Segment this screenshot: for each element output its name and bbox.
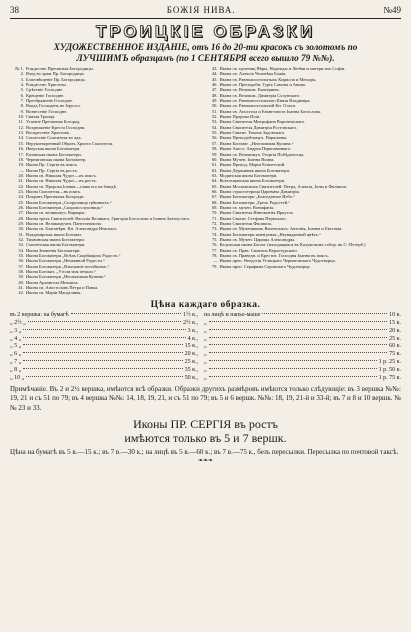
item-title: Казанская икона Богоматери.	[26, 151, 82, 157]
item-number: 14.	[18, 135, 24, 141]
item-number: 57.	[211, 140, 218, 146]
material-label: „	[204, 351, 207, 358]
item-number: 50.	[211, 103, 218, 109]
item-title: Икона трехъ Святителей: Василія Великаго, Григорія Богослова и Іоанна Златоустаго.	[26, 215, 191, 221]
main-title: ТРОИЦКІЕ ОБРАЗКИ	[95, 22, 316, 41]
leader-dots	[209, 368, 377, 369]
item-title: Воздвиженіе Креста Господня.	[26, 124, 86, 130]
item-number: 70.	[211, 210, 218, 216]
item-number: 54.	[211, 124, 218, 130]
leader-dots	[209, 329, 387, 330]
item-number: 56.	[211, 135, 218, 141]
item-title: Успеніе Пресвятыя Богород.	[26, 119, 81, 125]
item-title: Черниговская икона Богоматер.	[26, 156, 87, 162]
item-number: 55.	[211, 130, 218, 136]
item-number: 23.	[18, 188, 24, 194]
item-number: 21.	[18, 178, 24, 184]
item-number: 29.	[18, 220, 24, 226]
item-number: 10.	[18, 114, 24, 120]
tin-price: 10 к.	[389, 311, 401, 318]
item-number: 44.	[211, 71, 218, 77]
item-title: Икона св. Великом. Димитрія Солунскаго.	[219, 92, 301, 98]
item-title: Благовѣщеніе Пр. Богородицы.	[26, 76, 86, 82]
price-section-title	[10, 299, 401, 311]
icon-list-right-column	[208, 66, 402, 296]
item-title: Икона св. Равноапостольныхъ Кирилла и Меѳодія.	[219, 76, 317, 82]
leader-dots	[71, 313, 181, 314]
item-number: 59.	[211, 151, 218, 157]
tin-price: 1 р. 25 к.	[378, 359, 401, 366]
icon-list	[10, 66, 401, 296]
item-number: 26.	[18, 204, 24, 210]
leader-dots	[209, 321, 387, 322]
item-title: Икона св. Преподобн. Гурія Самона и Авива.	[219, 82, 306, 88]
item-number: 4.	[20, 82, 24, 88]
material-label: „	[204, 359, 207, 366]
item-number: 63.	[211, 172, 218, 178]
item-title: Входъ Господень во Іерусал.	[26, 103, 81, 109]
item-title: Икона Препод. Маріи Египетской.	[219, 162, 286, 168]
item-number: 41.	[18, 285, 24, 291]
price-row	[10, 375, 401, 383]
item-number: 67.	[211, 194, 218, 200]
item-number: 62.	[211, 167, 218, 173]
size-label: въ 2 вершка: на бумагѣ	[10, 311, 69, 318]
item-number: 11.	[18, 119, 24, 125]
icon-list-left-column	[10, 66, 204, 296]
item-number: 42.	[18, 290, 24, 296]
item-title: Икона Знаменія Богоматери.	[26, 247, 81, 253]
item-number: 7.	[20, 98, 24, 104]
item-number: 30.	[18, 226, 24, 232]
item-number: 17.	[18, 151, 24, 157]
item-title: Икона св. мучениц Вѣры, Надежды и Любви и матери ихъ Софіи.	[219, 66, 346, 71]
item-title: Икона св. Прав. Симеона Верхотурскаго.	[219, 247, 298, 253]
leader-dots	[209, 352, 387, 353]
item-number: 53.	[211, 119, 218, 125]
item-number: 48.	[211, 92, 218, 98]
item-title: Тихвинская икона Богоматери.	[26, 237, 85, 242]
item-number: 18.	[18, 156, 24, 162]
leader-dots	[209, 337, 387, 338]
page-header	[10, 5, 401, 16]
leader-dots	[23, 329, 185, 330]
item-number: 36.	[18, 258, 24, 264]
item-title: Икона св. Равноапостольнаго Князя Владиміра.	[219, 98, 311, 104]
item-number: 2.	[20, 71, 24, 77]
tin-price: 75 к.	[389, 351, 401, 358]
item-title: Рождество Пресвятыя Богородицы.	[26, 66, 94, 71]
material-label: „	[204, 343, 207, 350]
item-number: 60.	[211, 156, 218, 162]
subtitle-line-1: ХУДОЖЕСТВЕННОЕ ИЗДАНІЕ, отъ 16 до 20-ти красокъ съ золотомъ по	[53, 42, 358, 52]
item-title: Икона св. Алексія Человѣка Божія.	[219, 71, 287, 77]
item-number: 65.	[211, 183, 218, 189]
journal-name: БОЖІЯ НИВА.	[166, 5, 236, 15]
item-number: 40.	[18, 279, 24, 285]
item-title: Икона св. Николая Чудот.—въ поясъ.	[26, 172, 97, 178]
item-title: Смоленская икона Богоматери.	[26, 242, 86, 248]
item-title: Икона Святителя Димитрія Ростовскаго.	[219, 124, 298, 130]
leader-dots	[23, 368, 182, 369]
paper-price: 15 к.,	[184, 343, 198, 350]
closing-ornament: ❧❧❧	[197, 458, 214, 465]
item-number: 47.	[211, 87, 218, 93]
leader-dots	[23, 352, 182, 353]
leader-dots	[26, 376, 182, 377]
size-label: „ 5 „	[10, 343, 22, 350]
item-number: 34.	[18, 247, 24, 253]
leader-dots	[209, 344, 387, 345]
item-number: 35.	[18, 253, 24, 259]
sergius-heading: Иконы ПР. СЕРГІЯ въ ростъ	[133, 416, 278, 431]
price-row	[10, 367, 401, 375]
tin-price: 15 к.	[389, 319, 401, 326]
price-row	[10, 328, 401, 336]
item-number: 3.	[20, 76, 24, 82]
page-number: 38	[10, 5, 19, 15]
size-label: „ 10 „	[10, 375, 25, 382]
price-title-text: Цѣна каждаго образка.	[150, 299, 261, 310]
item-number: 38.	[18, 269, 24, 275]
price-row	[10, 351, 401, 359]
subtitle-line-2: ЛУЧШИМЪ образцамъ (по 1 СЕНТЯБРЯ всего вышло 79 №№).	[76, 53, 335, 63]
item-number: 5.	[20, 87, 24, 93]
item-title: Икона св. Великомуч. Георгія Побѣдоносца.	[219, 151, 305, 157]
material-label: „	[204, 327, 207, 334]
leader-dots	[23, 337, 185, 338]
leader-dots	[209, 360, 377, 361]
footnote: Примѣчаніе. Въ 2 и 2½ вершка, имѣются всѣ образки. Образки другихъ размѣровъ имѣются только слѣдующіе: въ 3 вершка №№: 19, 21 и съ 51 по 79; въ 4 вершка №№: 14, 18, 19, 21, и съ 51 по 79; въ 5 и 6 вершк. №№: 18, 19, 21-й и 33-й; въ 7 и 8 и 10 вершк. №№ 23 и 33.	[10, 384, 401, 412]
item-number: 25.	[18, 199, 24, 205]
list-item	[10, 290, 204, 295]
item-title: Икона Святит. Стефана Пермскаго.	[219, 215, 287, 221]
item-title: Икона Мучен. Іоанна Воина.	[219, 156, 275, 162]
item-number: 12.	[18, 124, 24, 130]
material-label: „	[204, 319, 207, 326]
item-number: 74.	[211, 231, 218, 237]
item-title: Икона Богоматери „Неопалимая Купина.“	[26, 274, 107, 280]
item-title: Икона Державная икона Богоматери.	[219, 167, 291, 173]
item-title: Икона св. Маріи Магдалины.	[26, 290, 82, 296]
item-title: Рождество Христово.	[26, 82, 68, 88]
item-title: Икона св. Мученикомъ Виленскихъ: Антонія, Іоанна и Евстаѳія.	[219, 226, 343, 232]
item-title: Иверская икона Богоматери.	[26, 146, 81, 152]
size-label: „ 7 „	[10, 359, 22, 366]
tin-price: 60 к.	[389, 343, 401, 350]
item-number: 71.	[211, 215, 218, 221]
paper-price: 4 к.,	[187, 335, 198, 342]
item-title: Калужская икона Богом. (находящаяся въ Калужскомъ собор. въ С.-Петерб.)	[219, 242, 366, 248]
item-title: Икона преп. Ѳеодосія Углицкаго Черниговскаго Чудотворца.	[219, 258, 336, 264]
item-number: 6.	[20, 92, 24, 98]
item-title: Икона св. Пророка Іоанна—глава его на блюдѣ.	[26, 183, 118, 189]
item-title: Икона св. Благовѣрн. Кн. Александра Невскаго.	[26, 226, 118, 232]
material-label: на лицѣ и папье-маше	[204, 311, 261, 318]
item-title: Икона Святит. Тихона Задонскаго.	[219, 130, 286, 136]
tin-price: 20 к.	[389, 327, 401, 334]
item-number: 8.	[20, 103, 24, 109]
item-number: —	[19, 167, 24, 173]
item-number: 52.	[211, 114, 218, 120]
tin-price: 1 р. 50 к.	[378, 367, 401, 374]
price-row	[10, 343, 401, 351]
item-title: Икона Пр. Сергія въ ростъ.	[26, 167, 78, 173]
price-row	[10, 312, 401, 320]
sergius-price-note: Цѣна на бумагѣ въ 5 в.—15 к.; въ 7 в.—30 к.; на лицѣ въ 5 в.—60 к.; въ 7 в.—75 к., безъ пересылки. Пересылка по почтовой таксѣ.	[10, 447, 399, 456]
tin-price: 25 к.	[389, 335, 401, 342]
item-number: 78.	[211, 253, 218, 259]
item-title: Икона Московскихъ Святителей: Петра, Алексія, Іоны и Филиппа.	[219, 183, 347, 189]
leader-dots	[23, 344, 182, 345]
leader-dots	[209, 376, 377, 377]
item-number: 37.	[18, 263, 24, 269]
item-title: Икона Святителя Митрофана Воронежскаго.	[219, 119, 306, 125]
price-table	[10, 312, 401, 383]
tin-price: 1 р. 75 к.	[378, 375, 401, 382]
item-number: 69.	[211, 204, 218, 210]
item-number: 16.	[18, 146, 24, 152]
item-number: 61.	[211, 162, 218, 168]
paper-price: 1½ к.,	[183, 311, 198, 318]
item-number: 75.	[211, 237, 218, 242]
item-number: 33.	[18, 242, 24, 248]
item-title: Икона св. Великом. Екатерины.	[219, 87, 280, 93]
item-number: 43.	[211, 66, 218, 71]
sergius-subheading: имѣются только въ 5 и 7 вершк.	[124, 430, 287, 445]
item-number: 20.	[18, 172, 24, 178]
price-row	[10, 336, 401, 344]
item-title: Икона преп. Серафима Саровскаго Чудотворца.	[219, 263, 311, 269]
list-item	[208, 264, 402, 269]
item-title: Икона св. Великомучен. Пантелеимона.	[26, 220, 103, 226]
item-title: Икона св. Праведн. и Крестит. Господня Іоанна въ поясъ.	[219, 253, 329, 259]
item-title: Модинская икона Богоматери.	[219, 172, 278, 178]
size-label: „ 2½ „	[10, 319, 26, 326]
item-number: 58.	[211, 146, 218, 152]
issue-number: №49	[383, 5, 401, 15]
size-label: „ 4 „	[10, 335, 22, 342]
material-label: „	[204, 335, 207, 342]
paper-price: 35 к.,	[184, 367, 198, 374]
item-title: Икона Богоматери „Взысканіе погибшихъ.“	[26, 263, 110, 269]
item-title: Икона св. Николая Чудот.—въ ростъ.	[26, 178, 97, 184]
size-label: „ 8 „	[10, 367, 22, 374]
item-title: Икона Богоматери именуемая „Неувядаемый цвѣтъ.“	[219, 231, 322, 237]
item-title: Икона Святителя Филиппа.	[219, 220, 272, 226]
size-label: „ 6 „	[10, 351, 22, 358]
item-number: 9.	[20, 108, 24, 114]
item-title: Икона св. великомуч. Варвары.	[26, 210, 86, 216]
item-number: 27.	[18, 210, 24, 216]
item-title: Святая Троица.	[26, 114, 56, 120]
item-title: Икона св. Мучен. Царицы Александры.	[219, 237, 296, 242]
item-title: Икона Святителя Иннокентія Иркутск.	[219, 210, 294, 216]
material-label: „	[204, 375, 207, 382]
item-title: Икона Богоматери „Благодатное Небо.“	[219, 194, 296, 200]
item-number: 15.	[18, 140, 24, 146]
item-title: Икона Преподобномуч. Параскевы.	[219, 135, 288, 141]
item-title: Крещеніе Господне.	[26, 92, 65, 98]
paper-price: 3 к.,	[187, 327, 198, 334]
item-title: Икона св. Апостола и Евангелиста Іоанна Богослова.	[219, 108, 321, 114]
item-number: № 1.	[15, 66, 24, 71]
item-title: Нерукотворенный Образъ Христа Спасителя.	[26, 140, 113, 146]
item-title: Срѣтеніе Господне.	[26, 87, 64, 93]
item-title: Сошествіе Спасителя во адъ.	[26, 135, 82, 141]
paper-price: 50 к.,	[184, 375, 198, 382]
item-title: Икона Апост. Андрея Первозваннаго.	[219, 146, 292, 152]
item-title: Икона Богоматери „Нечаянной Радости.“	[26, 258, 105, 264]
item-title: Икона Пр. Сергія въ поясъ.	[26, 162, 78, 168]
material-label: „	[204, 367, 207, 374]
item-number: 22.	[18, 183, 24, 189]
item-number: 13.	[18, 130, 24, 136]
item-number: 45.	[211, 76, 218, 82]
item-number: 51.	[211, 108, 218, 114]
leader-dots	[28, 321, 181, 322]
item-title: Покровъ Пресвятыя Богороди.	[26, 194, 85, 200]
item-number: 66.	[211, 188, 218, 194]
item-number: 77.	[211, 247, 218, 253]
item-number: 64.	[211, 178, 218, 184]
item-title: Вознесеніе Господне.	[26, 108, 68, 114]
item-number: —	[213, 258, 218, 264]
item-title: Икона Пророка Иліи.	[219, 114, 261, 120]
paper-price: 20 к.,	[184, 351, 198, 358]
header-rule	[10, 18, 401, 19]
item-title: Икона Богоматери „Трехъ Радостей.“	[219, 199, 291, 205]
item-number: 49.	[211, 98, 218, 104]
item-title: Икона св. Равноапостольной Кн. Ольги.	[219, 103, 297, 109]
item-number: 19.	[18, 162, 24, 168]
item-number: 31.	[18, 231, 24, 237]
price-row	[10, 320, 401, 328]
item-title: Икона св. Апостоловъ Петра и Павла.	[26, 285, 99, 291]
item-number: 39.	[18, 274, 24, 280]
item-number: 76.	[211, 242, 218, 248]
item-number: 79.	[211, 263, 218, 269]
leader-dots	[23, 360, 182, 361]
item-number: 68.	[211, 199, 218, 205]
item-number: 72.	[211, 220, 218, 226]
paper-price: 25 к.,	[184, 359, 198, 366]
item-title: Икона страстотерпца Царевича Димитрія.	[219, 188, 300, 194]
item-title: Икона Богоматери „Скоропослушница.“	[26, 204, 103, 210]
item-title: Воскресеніе Христово.	[26, 130, 71, 136]
item-title: Икона Богомат. „Утоли моя печали.“	[26, 269, 96, 275]
item-title: Преображеніе Господне.	[26, 98, 74, 104]
item-number: 32.	[18, 237, 24, 242]
paper-price: 2½ к.,	[183, 319, 198, 326]
item-number: 46.	[211, 82, 218, 88]
item-title: Икона Архангела Михаила.	[26, 279, 79, 285]
item-title: Владимірская икона Богомат.	[26, 231, 82, 237]
item-title: Икона Богоматери „Всѣхъ Скорбящихъ Радость.“	[26, 253, 121, 259]
item-number: 28.	[18, 215, 24, 221]
item-number: 73.	[211, 226, 218, 232]
item-number: 24.	[18, 194, 24, 200]
item-title: Вход во храм Пр. Богородицы.	[26, 71, 85, 77]
price-row	[10, 359, 401, 367]
item-title: Икона Богомат. „Неопалимая Купина.“	[219, 140, 294, 146]
item-title: Икона Спасителя—въ поясъ.	[26, 188, 82, 194]
item-title: Икона Богоматери „Споручница грѣшныхъ.“	[26, 199, 112, 205]
leader-dots	[262, 313, 387, 314]
size-label: „ 3 „	[10, 327, 22, 334]
item-title: Икона св. мучен. Вонифатія.	[219, 204, 275, 210]
item-title: Козельщанская икона Богоматери.	[219, 178, 286, 184]
